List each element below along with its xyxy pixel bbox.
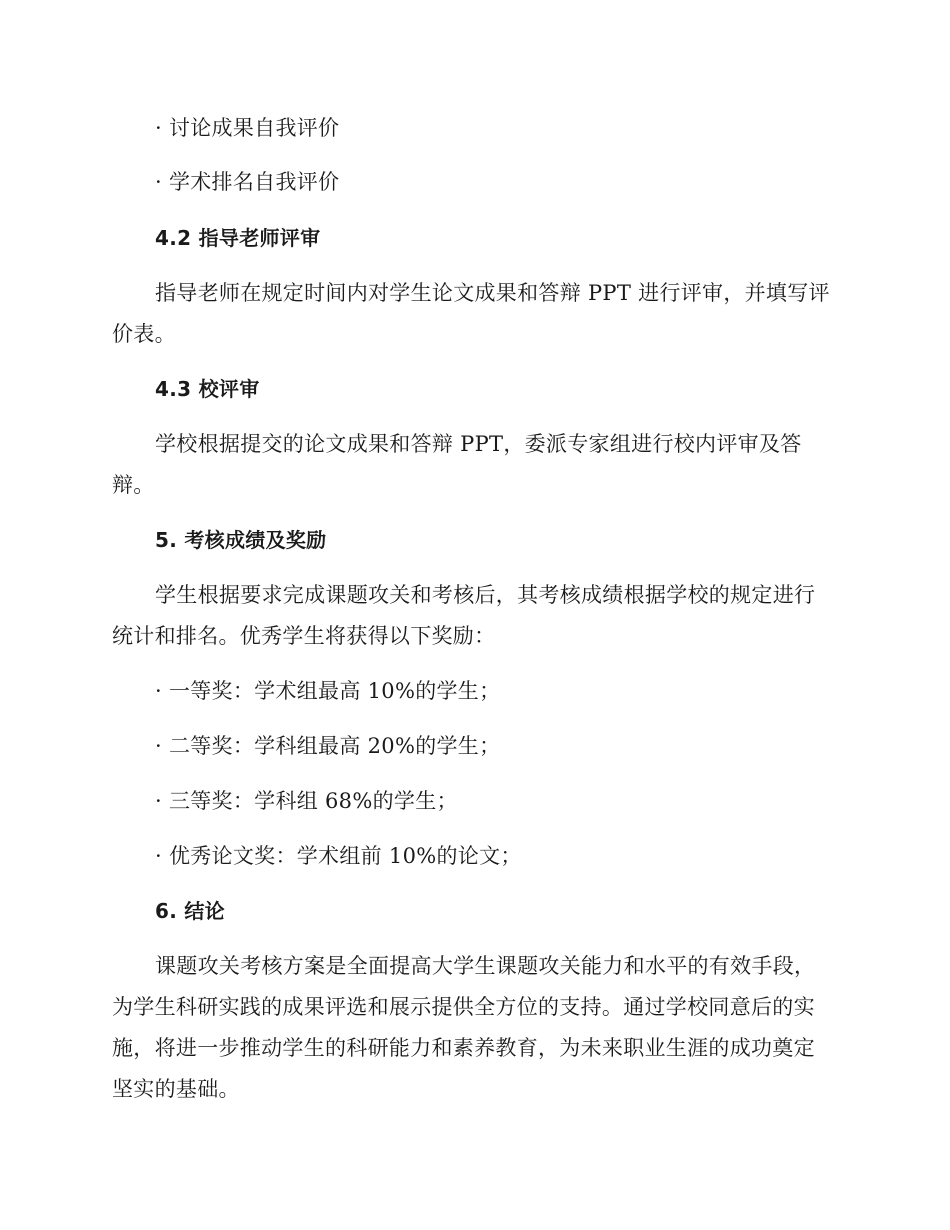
- section-heading-5: 5. 考核成绩及奖励: [155, 528, 327, 552]
- paragraph-line: 学校根据提交的论文成果和答辩 PPT，委派专家组进行校内评审及答: [155, 432, 802, 456]
- paragraph-line: 课题攻关考核方案是全面提高大学生课题攻关能力和水平的有效手段，: [155, 954, 816, 978]
- bullet-item: · 讨论成果自我评价: [155, 116, 340, 140]
- paragraph-line: 辩。: [112, 473, 155, 497]
- award-item: · 优秀论文奖：学术组前 10%的论文；: [155, 844, 522, 868]
- section-heading-6: 6. 结论: [155, 899, 225, 923]
- paragraph-line: 为学生科研实践的成果评选和展示提供全方位的支持。通过学校同意后的实: [112, 995, 815, 1019]
- paragraph-line: 统计和排名。优秀学生将获得以下奖励：: [112, 624, 496, 648]
- paragraph-line: 指导老师在规定时间内对学生论文成果和答辩 PPT 进行评审，并填写评: [155, 281, 830, 305]
- paragraph-line: 学生根据要求完成课题攻关和考核后，其考核成绩根据学校的规定进行: [155, 583, 816, 607]
- paragraph-line: 价表。: [112, 322, 176, 346]
- bullet-item: · 学术排名自我评价: [155, 170, 340, 194]
- award-item: · 三等奖：学科组 68%的学生；: [155, 789, 458, 813]
- award-item: · 一等奖：学术组最高 10%的学生；: [155, 679, 501, 703]
- paragraph-line: 坚实的基础。: [112, 1077, 240, 1101]
- paragraph-line: 施，将进一步推动学生的科研能力和素养教育，为未来职业生涯的成功奠定: [112, 1036, 815, 1060]
- section-heading-4-3: 4.3 校评审: [155, 377, 260, 401]
- section-heading-4-2: 4.2 指导老师评审: [155, 226, 321, 250]
- award-item: · 二等奖：学科组最高 20%的学生；: [155, 734, 501, 758]
